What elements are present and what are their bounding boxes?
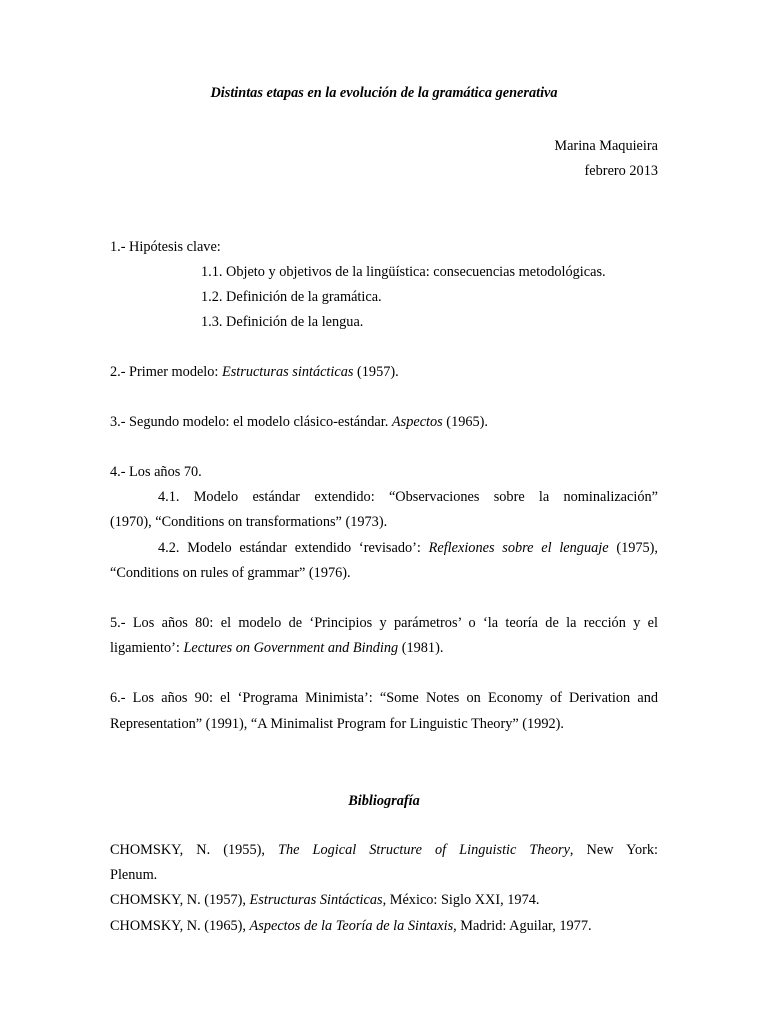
- bibliography-entry: [110, 891, 658, 909]
- bib-author-year: CHOMSKY, N. (1955),: [110, 842, 278, 858]
- bib-title: The Logical Structure of Linguistic Theory: [278, 842, 570, 858]
- document-date: febrero 2013: [584, 163, 658, 179]
- bib-title: Aspectos de la Teoría de la Sintaxis: [249, 918, 454, 934]
- section-2-title: Estructuras sintácticas: [221, 364, 354, 380]
- section-1-heading: 1.- Hipótesis clave:: [110, 239, 221, 255]
- document-title: Distintas etapas en la evolución de la gramática generativa: [210, 85, 558, 101]
- section-4-item-2-year: (1975),: [608, 540, 659, 556]
- section-6-line-1: 6.- Los años 90: el ‘Programa Minimista’: “Some Notes on Economy of Derivation and: [110, 690, 658, 706]
- bibliography-entry-continuation: Plenum.: [110, 867, 158, 883]
- bibliography-heading: Bibliografía: [348, 793, 420, 809]
- section-1-item: 1.2. Definición de la gramática.: [201, 289, 382, 305]
- section-5-line-1: 5.- Los años 80: el modelo de ‘Principios y parámetros’ o ‘la teoría de la rección y el: [110, 615, 658, 631]
- section-4-item-1-line-2: (1970), “Conditions on transformations” (1973).: [110, 514, 388, 530]
- bib-author-year: CHOMSKY, N. (1957),: [110, 892, 250, 908]
- section-4-item-1-line-1: 4.1. Modelo estándar extendido: “Observaciones sobre la nominalización”: [158, 489, 658, 505]
- section-4-item-2-line-2: “Conditions on rules of grammar” (1976).: [110, 565, 351, 581]
- section-2-text: 2.- Primer modelo:: [110, 364, 222, 380]
- section-5-line-2: [110, 639, 658, 657]
- bib-publisher: , New York:: [569, 842, 658, 858]
- section-5-title: Lectures on Government and Binding: [183, 640, 399, 656]
- section-4-item-2-title: Reflexiones sobre el lenguaje: [428, 540, 609, 556]
- section-4-heading: 4.- Los años 70.: [110, 464, 202, 480]
- section-6-line-2: Representation” (1991), “A Minimalist Program for Linguistic Theory” (1992).: [110, 716, 564, 732]
- section-5-year: (1981).: [398, 640, 444, 656]
- bib-title: Estructuras Sintácticas: [249, 892, 383, 908]
- section-1-item: 1.3. Definición de la lengua.: [201, 314, 364, 330]
- section-1-item: 1.1. Objeto y objetivos de la lingüística: consecuencias metodológicas.: [201, 264, 606, 280]
- section-3-text: 3.- Segundo modelo: el modelo clásico-estándar.: [110, 414, 392, 430]
- bib-author-year: CHOMSKY, N. (1965),: [110, 918, 250, 934]
- section-3-year: (1965).: [442, 414, 488, 430]
- section-3: [110, 413, 658, 431]
- bib-publisher: , Madrid: Aguilar, 1977.: [453, 918, 592, 934]
- bibliography-entry: [110, 917, 658, 935]
- section-4-item-2-line-1: [158, 539, 658, 557]
- bibliography-entry: [110, 841, 658, 859]
- section-5-text: ligamiento’:: [110, 640, 184, 656]
- section-4-item-2-text: 4.2. Modelo estándar extendido ‘revisado’:: [158, 540, 429, 556]
- bib-publisher: , México: Siglo XXI, 1974.: [382, 892, 540, 908]
- section-3-title: Aspectos: [391, 414, 443, 430]
- section-2-year: (1957).: [353, 364, 399, 380]
- section-2: [110, 363, 658, 381]
- author-name: Marina Maquieira: [554, 138, 658, 154]
